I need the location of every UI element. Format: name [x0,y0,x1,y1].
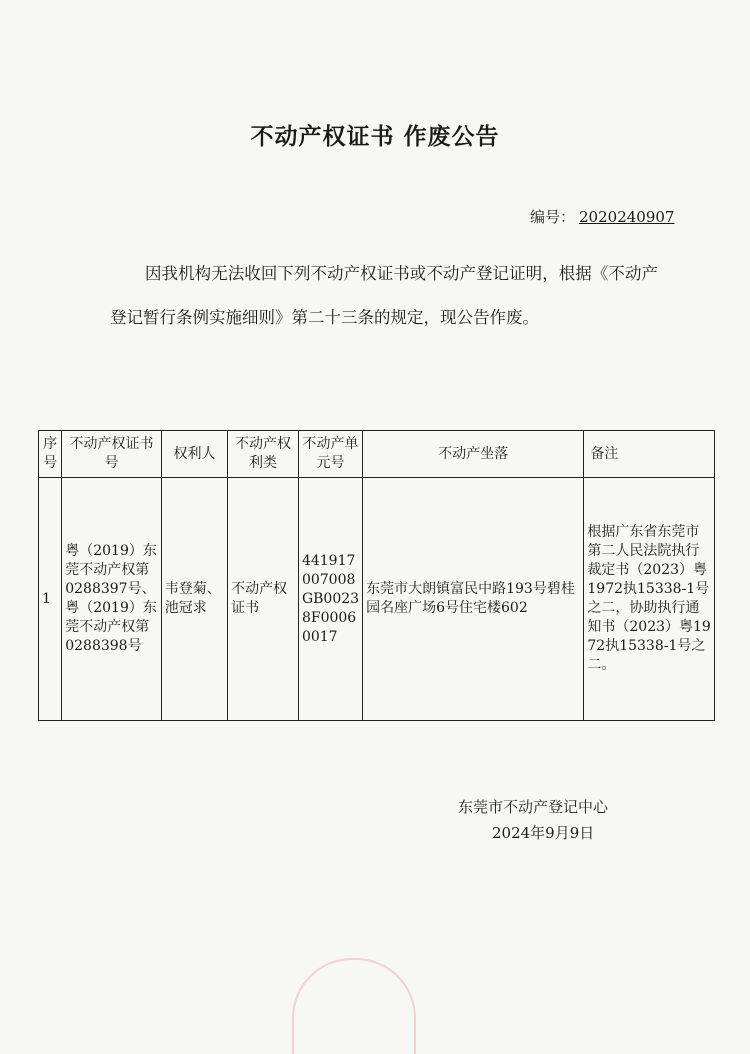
cell-cert-no: 粤（2019）东莞不动产权第0288397号、粤（2019）东莞不动产权第0288398号 [62,478,162,721]
void-certificate-table [38,430,715,721]
serial-value: 2020240907 [579,208,675,226]
document-title: 不动产权证书 作废公告 [250,124,500,150]
serial-number [530,206,674,227]
header-right-type: 不动产权利类 [228,431,299,478]
cell-unit-no: 441917007008GB00238F00060017 [298,478,362,721]
issue-date: 2024年9月9日 [492,824,595,842]
header-index: 序号 [39,431,62,478]
cell-index: 1 [39,478,62,721]
header-unit-no: 不动产单元号 [298,431,362,478]
header-location: 不动产坐落 [363,431,584,478]
header-remark: 备注 [584,431,715,478]
table-row [39,478,715,721]
cell-remark: 根据广东省东莞市第二人民法院执行裁定书（2023）粤1972执15338-1号之二，协助执行通知书（2023）粤1972执15338-1号之二。 [584,478,715,721]
header-holder: 权利人 [161,431,227,478]
cell-holder: 韦登菊、池冠求 [161,478,227,721]
header-cert-no: 不动产权证书号 [62,431,162,478]
cell-right-type: 不动产权证书 [228,478,299,721]
cell-location: 东莞市大朗镇富民中路193号碧桂园名座广场6号住宅楼602 [363,478,584,721]
official-seal [292,958,416,1054]
issuing-organization: 东莞市不动产登记中心 [458,798,609,816]
table-header-row [39,431,715,478]
serial-label: 编号： [530,208,576,226]
announcement-body: 因我机构无法收回下列不动产权证书或不动产登记证明，根据《不动产登记暂行条例实施细则》第二十三条的规定，现公告作废。 [110,264,658,327]
